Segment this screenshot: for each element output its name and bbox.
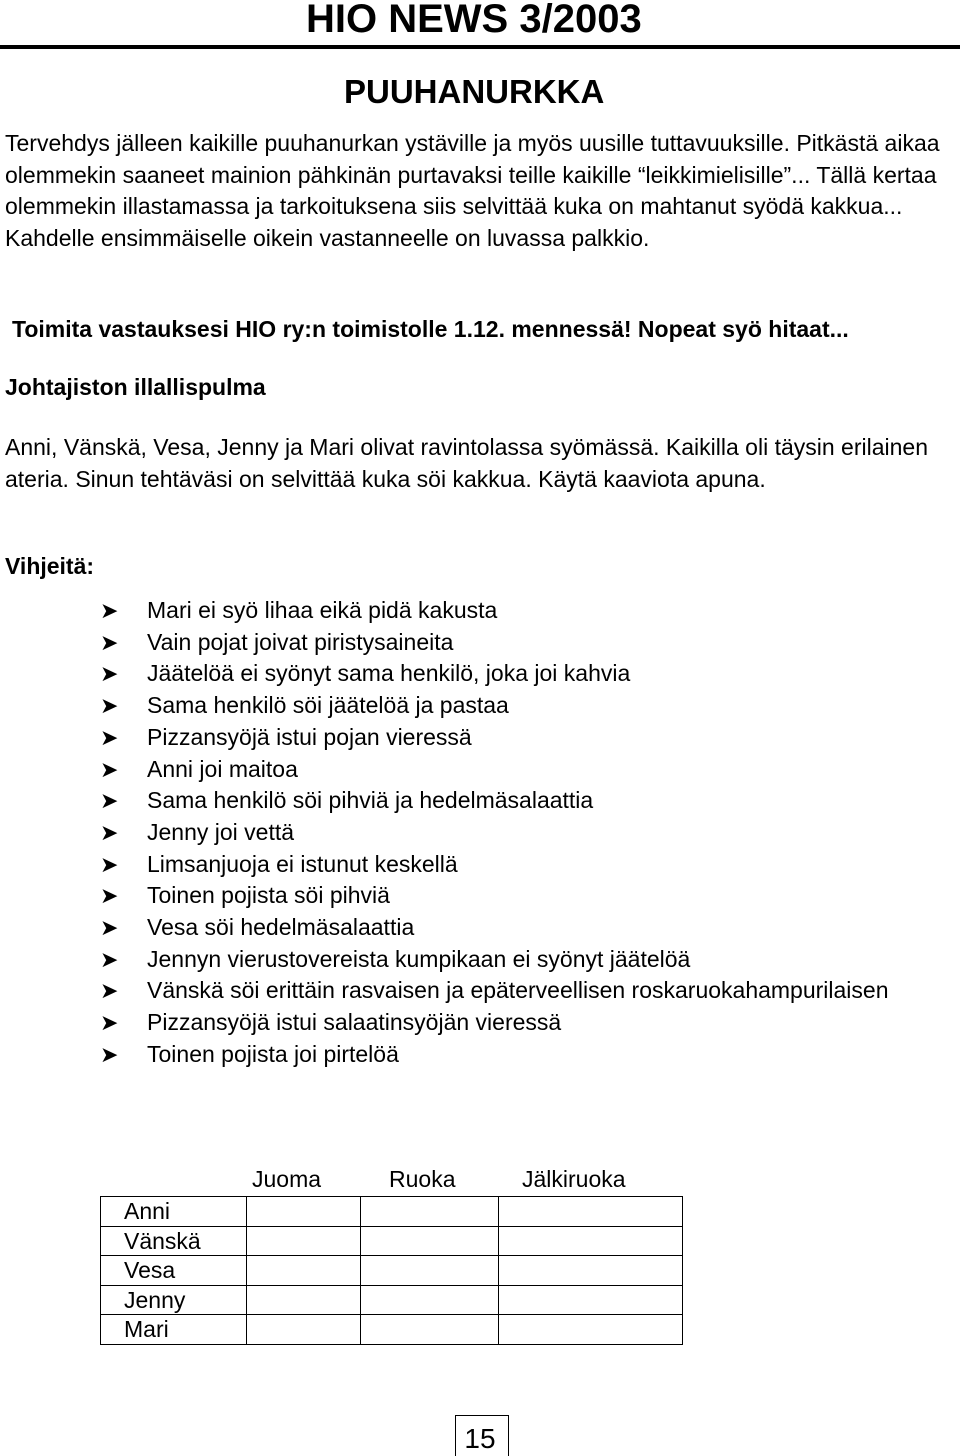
arrowhead-bullet-icon: ➤ xyxy=(100,978,119,1004)
arrowhead-bullet-icon: ➤ xyxy=(100,1041,119,1067)
hint-text: Toinen pojista söi pihviä xyxy=(147,882,390,909)
hint-item xyxy=(100,627,900,659)
grid-cell xyxy=(247,1197,361,1227)
hint-text: Jäätelöä ei syönyt sama henkilö, joka joi kahvia xyxy=(147,660,631,687)
section-title: PUUHANURKKA xyxy=(344,73,605,110)
hint-text: Vänskä söi erittäin rasvaisen ja epäterveellisen roskaruokahampurilaisen xyxy=(147,977,889,1004)
arrowhead-bullet-icon: ➤ xyxy=(100,788,119,814)
grid-cell xyxy=(361,1315,499,1345)
grid-cell xyxy=(361,1285,499,1315)
header-divider xyxy=(0,45,960,49)
grid-cell xyxy=(499,1285,683,1315)
hint-text: Jennyn vierustovereista kumpikaan ei syönyt jäätelöä xyxy=(147,945,691,972)
grid-row xyxy=(101,1315,683,1345)
hint-item xyxy=(100,1039,900,1071)
hint-text: Pizzansyöjä istui pojan vieressä xyxy=(147,723,472,750)
hint-text: Vain pojat joivat piristysaineita xyxy=(147,628,454,655)
hint-item xyxy=(100,754,900,786)
grid-row xyxy=(101,1256,683,1286)
grid-row xyxy=(101,1226,683,1256)
arrowhead-bullet-icon: ➤ xyxy=(100,756,119,782)
arrowhead-bullet-icon: ➤ xyxy=(100,1010,119,1036)
intro-paragraph: Tervehdys jälleen kaikille puuhanurkan ystäville ja myös uusille tuttavuuksille. Pitkästä aikaa olemmekin saaneet mainion pähkinän purtavaksi teille kaikille “leikkimielisille”... Tällä kertaa olemmekin illastamassa ja tarkoituksena siis selvittää kuka on mahtanut syödä kakkua... Kahdelle ensimmäiselle oikein vastanneelle on luvassa palkkio. xyxy=(5,130,940,251)
hint-item xyxy=(100,817,900,849)
hint-item xyxy=(100,849,900,881)
grid-cell xyxy=(361,1197,499,1227)
row-label: Vesa xyxy=(101,1256,247,1286)
hint-text: Mari ei syö lihaa eikä pidä kakusta xyxy=(147,597,498,623)
newsletter-title: HIO NEWS 3/2003 xyxy=(306,0,642,41)
arrowhead-bullet-icon: ➤ xyxy=(100,883,119,909)
row-label: Anni xyxy=(101,1197,247,1227)
hint-text: Jenny joi vettä xyxy=(147,818,295,845)
page-number: 15 xyxy=(464,1423,496,1454)
column-header-food: Ruoka xyxy=(389,1166,456,1192)
hint-item xyxy=(100,944,900,976)
grid-cell xyxy=(247,1285,361,1315)
arrowhead-bullet-icon: ➤ xyxy=(100,946,119,972)
arrowhead-bullet-icon: ➤ xyxy=(100,819,119,845)
hint-item xyxy=(100,785,900,817)
row-label: Vänskä xyxy=(101,1226,247,1256)
hints-list xyxy=(100,595,900,1071)
hint-item xyxy=(100,880,900,912)
grid-cell xyxy=(361,1256,499,1286)
hint-text: Vesa söi hedelmäsalaattia xyxy=(147,914,415,941)
hint-item xyxy=(100,975,900,1007)
hint-text: Pizzansyöjä istui salaatinsyöjän vieressä xyxy=(147,1009,562,1036)
column-header-dessert: Jälkiruoka xyxy=(522,1166,626,1192)
hints-label: Vihjeitä: xyxy=(5,553,95,579)
hint-text: Sama henkilö söi pihviä ja hedelmäsalaattia xyxy=(147,787,594,814)
grid-cell xyxy=(247,1256,361,1286)
hint-item xyxy=(100,658,900,690)
grid-cell xyxy=(247,1315,361,1345)
hint-text: Sama henkilö söi jäätelöä ja pastaa xyxy=(147,692,509,719)
arrowhead-bullet-icon: ➤ xyxy=(100,724,119,750)
column-header-drink: Juoma xyxy=(252,1166,322,1192)
arrowhead-bullet-icon: ➤ xyxy=(100,629,119,655)
hint-text: Limsanjuoja ei istunut keskellä xyxy=(147,850,458,877)
grid-cell xyxy=(499,1315,683,1345)
grid-row xyxy=(101,1197,683,1227)
row-label: Mari xyxy=(101,1315,247,1345)
hint-item xyxy=(100,912,900,944)
grid-cell xyxy=(499,1197,683,1227)
grid-cell xyxy=(361,1226,499,1256)
grid-cell xyxy=(247,1226,361,1256)
hint-text: Toinen pojista joi pirtelöä xyxy=(147,1040,399,1067)
arrowhead-bullet-icon: ➤ xyxy=(100,693,119,719)
hint-item xyxy=(100,595,900,627)
hint-item xyxy=(100,722,900,754)
hint-item xyxy=(100,690,900,722)
arrowhead-bullet-icon: ➤ xyxy=(100,661,119,687)
deadline-notice: Toimita vastauksesi HIO ry:n toimistolle 1.12. mennessä! Nopeat syö hitaat... xyxy=(12,316,849,342)
puzzle-description: Anni, Vänskä, Vesa, Jenny ja Mari olivat ravintolassa syömässä. Kaikilla oli täysin erilainen ateria. Sinun tehtäväsi on selvittää kuka söi kakkua. Käytä kaaviota apuna. xyxy=(5,434,928,492)
grid-cell xyxy=(499,1226,683,1256)
hint-text: Anni joi maitoa xyxy=(147,755,298,782)
arrowhead-bullet-icon: ➤ xyxy=(100,598,119,623)
hint-item xyxy=(100,1007,900,1039)
answer-grid xyxy=(100,1196,683,1345)
grid-row xyxy=(101,1285,683,1315)
row-label: Jenny xyxy=(101,1285,247,1315)
puzzle-title: Johtajiston illallispulma xyxy=(5,374,266,400)
arrowhead-bullet-icon: ➤ xyxy=(100,915,119,941)
arrowhead-bullet-icon: ➤ xyxy=(100,851,119,877)
grid-cell xyxy=(499,1256,683,1286)
